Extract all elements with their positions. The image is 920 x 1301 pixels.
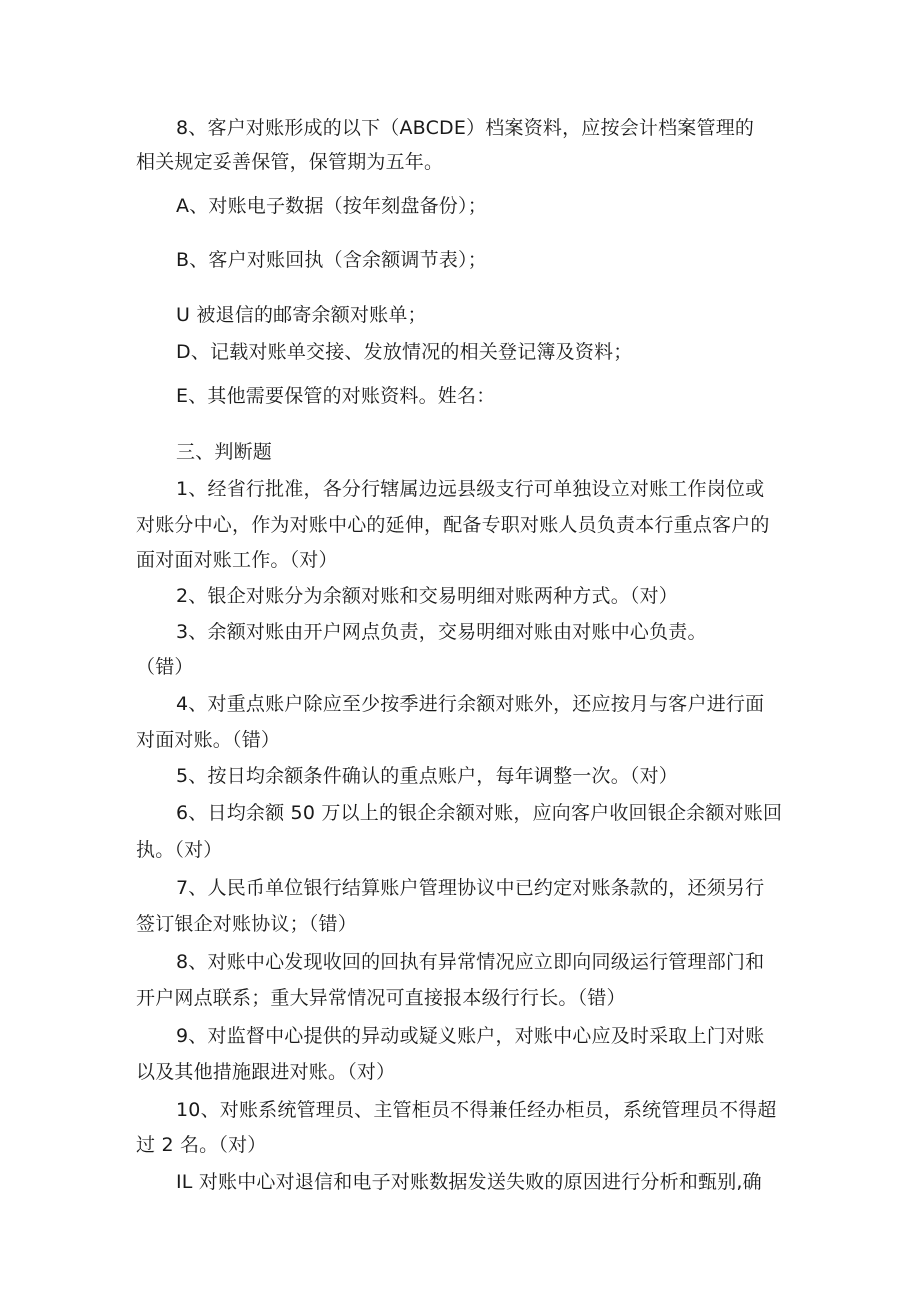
item-8-line-2: 开户网点联系；重大异常情况可直接报本级行行长。（错） xyxy=(136,987,626,1009)
q8-line-2: 相关规定妥善保管，保管期为五年。 xyxy=(136,151,444,173)
item-5-line-1: 5、按日均余额条件确认的重点账户，每年调整一次。（对） xyxy=(176,765,678,787)
item-10-line-2: 过 2 名。（对） xyxy=(136,1134,267,1156)
item-11-line-1: IL 对账中心对退信和电子对账数据发送失败的原因进行分析和甄别,确 xyxy=(176,1171,762,1193)
item-9-line-1: 9、对监督中心提供的异动或疑义账户，对账中心应及时采取上门对账 xyxy=(176,1025,765,1047)
item-3-line-1: 3、余额对账由开户网点负责，交易明细对账由对账中心负责。 xyxy=(176,621,707,643)
item-9-line-2: 以及其他措施跟进对账。（对） xyxy=(136,1061,396,1083)
section-title: 三、判断题 xyxy=(176,441,273,463)
q8-option-c: U 被退信的邮寄余额对账单； xyxy=(176,304,427,326)
q8-option-b: B、客户对账回执（含余额调节表）； xyxy=(176,249,487,271)
item-8-line-1: 8、对账中心发现收回的回执有异常情况应立即向同级运行管理部门和 xyxy=(176,951,765,973)
item-7-line-1: 7、人民币单位银行结算账户管理协议中已约定对账条款的，还须另行 xyxy=(176,877,765,899)
item-10-line-1: 10、对账系统管理员、主管柜员不得兼任经办柜员，系统管理员不得超 xyxy=(176,1099,777,1121)
item-1-line-3: 面对面对账工作。（对） xyxy=(136,549,338,571)
q8-option-d: D、记载对账单交接、发放情况的相关登记簿及资料； xyxy=(176,341,633,363)
item-3-line-2: （错） xyxy=(136,656,194,678)
item-4-line-2: 对面对账。（错） xyxy=(136,729,281,751)
item-2-line-1: 2、银企对账分为余额对账和交易明细对账两种方式。（对） xyxy=(176,585,678,607)
item-1-line-1: 1、经省行批准，各分行辖属边远县级支行可单独设立对账工作岗位或 xyxy=(176,478,765,500)
item-1-line-2: 对账分中心，作为对账中心的延伸，配备专职对账人员负责本行重点客户的 xyxy=(136,514,770,536)
item-7-line-2: 签订银企对账协议；（错） xyxy=(136,913,357,935)
item-6-line-1: 6、日均余额 50 万以上的银企余额对账，应向客户收回银企余额对账回 xyxy=(176,802,783,824)
item-6-line-2: 执。（对） xyxy=(136,839,223,861)
item-4-line-1: 4、对重点账户除应至少按季进行余额对账外，还应按月与客户进行面 xyxy=(176,693,765,715)
q8-option-a: A、对账电子数据（按年刻盘备份）； xyxy=(176,195,487,217)
q8-option-e: E、其他需要保管的对账资料。姓名： xyxy=(176,385,496,407)
q8-line-1: 8、客户对账形成的以下（ABCDE）档案资料，应按会计档案管理的 xyxy=(176,117,755,139)
